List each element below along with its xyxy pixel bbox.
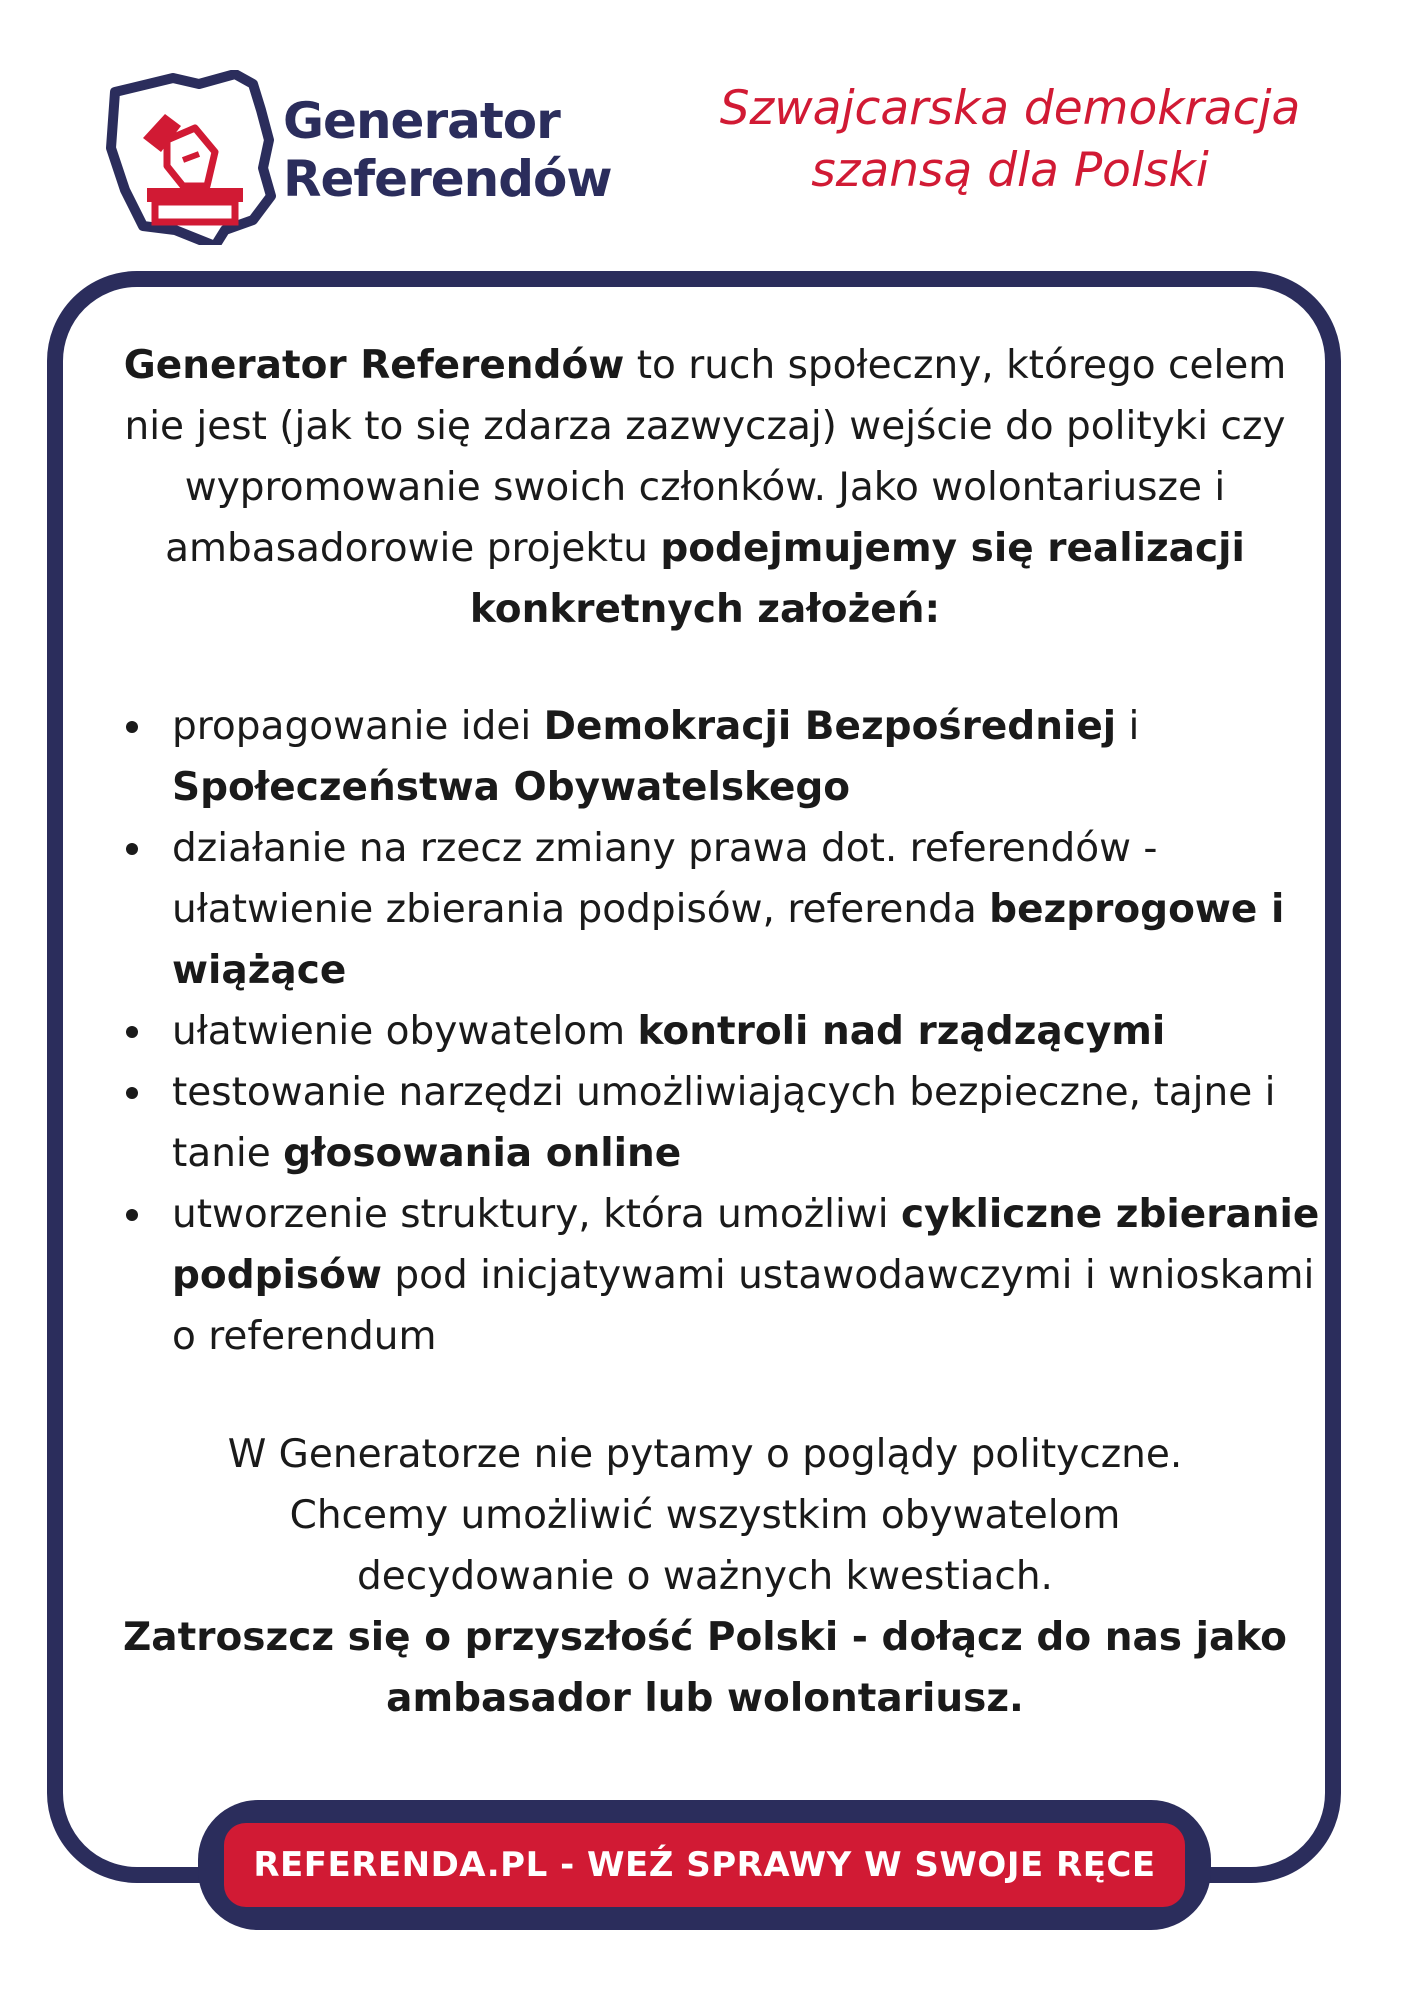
outro-line-1: W Generatorze nie pytamy o poglądy polityczne. (227, 1432, 1183, 1477)
goals-list (120, 696, 1320, 1367)
bullet-text: propagowanie idei (172, 704, 544, 749)
tagline-line-1: Szwajcarska demokracja (719, 81, 1301, 136)
bullet-icon (126, 1026, 138, 1038)
logo-line-1: Generator (283, 92, 560, 150)
logo-line-2: Referendów (283, 150, 612, 208)
intro-brand: Generator Referendów (123, 343, 625, 388)
bullet-bold: cykliczne zbieranie podpisów (172, 1192, 1320, 1298)
bullet-bold: głosowania online (283, 1131, 682, 1176)
list-item (120, 1184, 1320, 1367)
intro-paragraph (90, 335, 1320, 640)
bullet-icon (126, 1087, 138, 1099)
tagline (660, 78, 1360, 202)
bullet-text: pod inicjatywami ustawodawczymi i wnioskami o referendum (172, 1253, 1315, 1359)
intro-text: to ruch społeczny, którego celem nie jest (jak to się zdarza zazwyczaj) wejście do polityki czy wypromowanie swoich członków. Jako wolontariusze i ambasadorowie projektu (124, 343, 1287, 571)
bullet-text: i (1116, 704, 1140, 749)
logo (103, 70, 643, 245)
bullet-text: utworzenie struktury, która umożliwi (172, 1192, 901, 1237)
outro-line-3: decydowanie o ważnych kwestiach. (357, 1554, 1053, 1599)
bullet-icon (126, 721, 138, 733)
outro-paragraph (90, 1424, 1320, 1729)
bullet-icon (126, 843, 138, 855)
bullet-bold: Społeczeństwa Obywatelskego (172, 765, 851, 810)
footer-banner[interactable]: REFERENDA.PL - WEŹ SPRAWY W SWOJE RĘCE (224, 1823, 1185, 1907)
outro-call-to-action-2: ambasador lub wolontariusz. (386, 1676, 1024, 1721)
outro-call-to-action-1: Zatroszcz się o przyszłość Polski - dołącz do nas jako (123, 1615, 1287, 1660)
list-item (120, 818, 1320, 1001)
bullet-text: testowanie narzędzi umożliwiających bezpieczne, tajne i tanie (172, 1070, 1276, 1176)
list-item (120, 1001, 1320, 1062)
logo-wordmark (283, 92, 612, 208)
bullet-text: ułatwienie obywatelom (172, 1009, 638, 1054)
bullet-bold: Demokracji Bezpośredniej (543, 704, 1117, 749)
list-item (120, 696, 1320, 818)
ballot-box-poland-icon (103, 70, 278, 245)
outro-line-2: Chcemy umożliwić wszystkim obywatelom (289, 1493, 1121, 1538)
bullet-bold: kontroli nad rządzącymi (637, 1009, 1166, 1054)
bullet-icon (126, 1209, 138, 1221)
list-item (120, 1062, 1320, 1184)
bullet-text: działanie na rzecz zmiany prawa dot. referendów - ułatwienie zbierania podpisów, referenda (172, 826, 1158, 932)
tagline-line-2: szansą dla Polski (811, 143, 1209, 198)
intro-bold-end: podejmujemy się realizacji konkretnych założeń: (469, 526, 1245, 632)
bullet-bold: bezprogowe i wiążące (172, 887, 1285, 993)
